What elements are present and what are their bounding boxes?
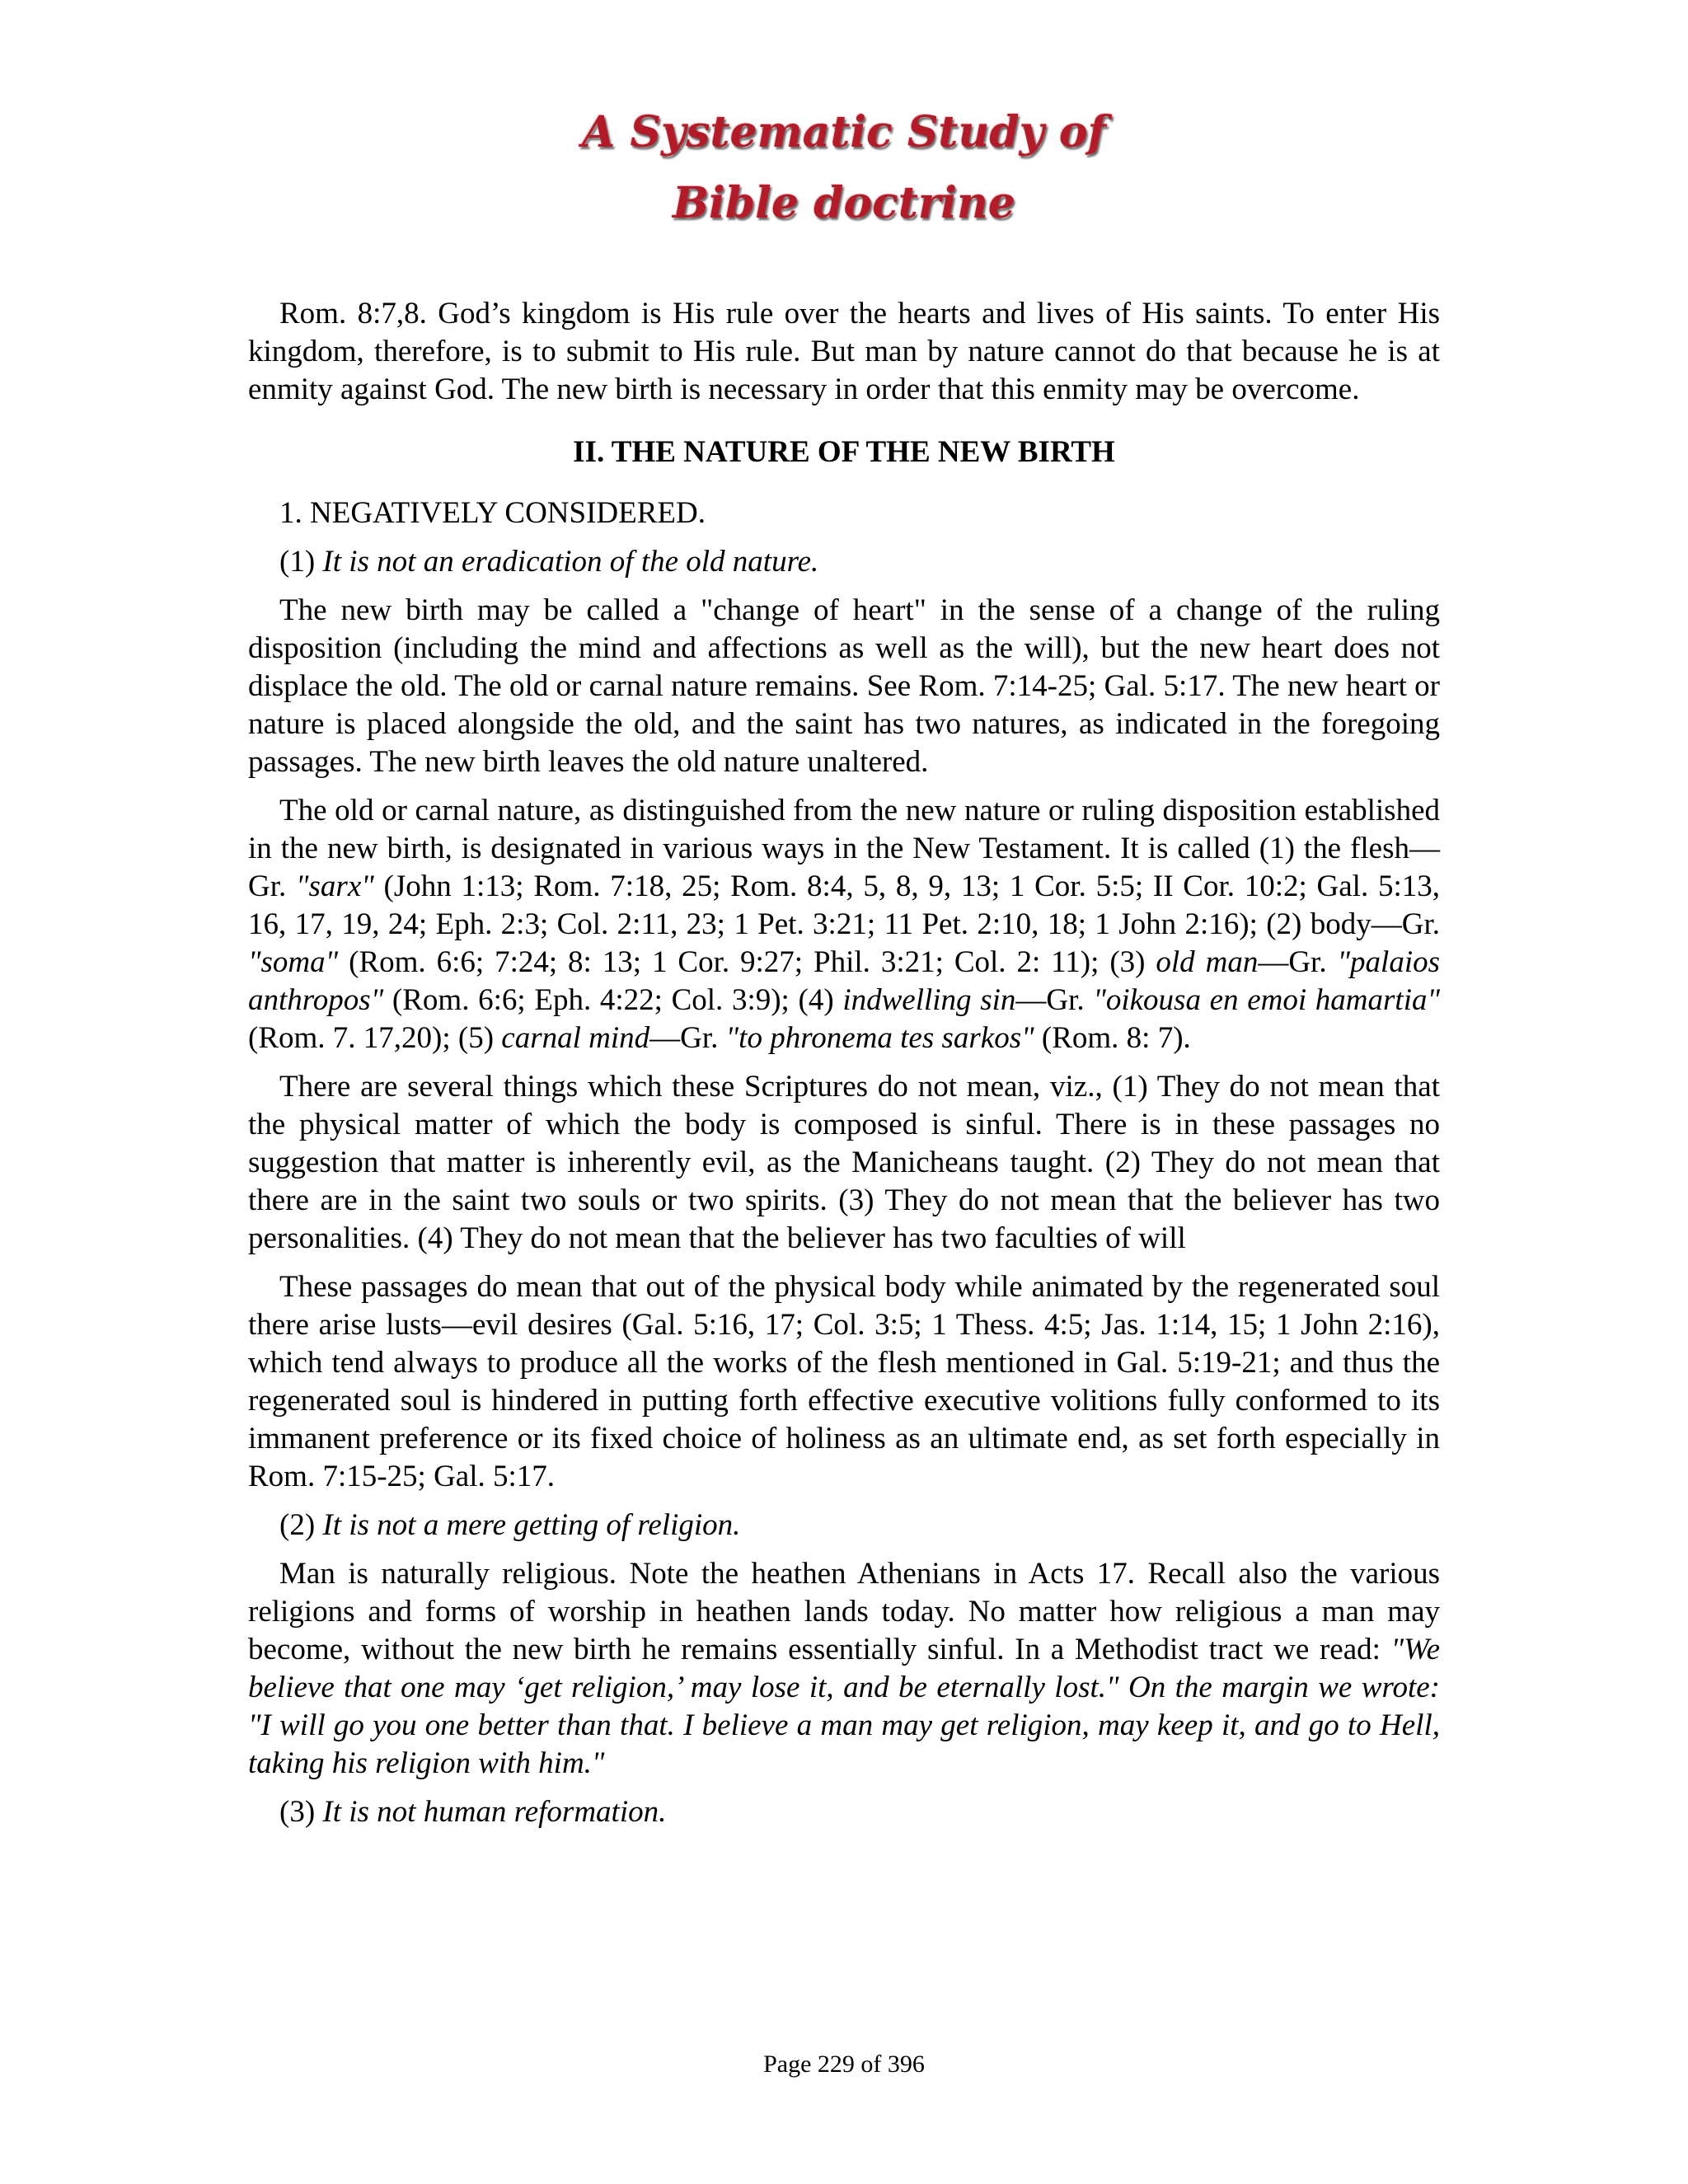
term: carnal mind: [501, 1021, 650, 1055]
text-segment: —Gr.: [1258, 945, 1338, 979]
header-title-line1: A Systematic Study of: [582, 107, 1106, 157]
text-segment: —Gr.: [1015, 983, 1094, 1017]
point-2: [248, 1507, 1440, 1544]
point-1: [248, 543, 1440, 581]
paragraph-carnal-nature: [248, 792, 1440, 1057]
paragraph-religion: [248, 1555, 1440, 1783]
point-3: [248, 1793, 1440, 1831]
text-segment: —Gr.: [649, 1021, 726, 1055]
paragraph-change-of-heart: The new birth may be called a "change of heart" in the sense of a change of the ruling disposition (including the mind and affections as well as the will), but the new heart does not displace the old. The old or carnal nature remains. See Rom. 7:14-25; Gal. 5:17. The new heart or nature is placed alongside the old, and the saint has two natures, as indicated in the foregoing passages. The new birth leaves the old nature unaltered.: [248, 593, 1440, 779]
paragraph-intro: Rom. 8:7,8. God’s kingdom is His rule over the hearts and lives of His saints. To enter His kingdom, therefore, is to submit to His rule. But man by nature cannot do that because he is at enmity against God. The new birth is necessary in order that this enmity may be overcome.: [248, 297, 1440, 406]
point-1-title: It is not an eradication of the old nature.: [322, 545, 819, 579]
paragraph-scriptures-do-mean: These passages do mean that out of the physical body while animated by the regenerated soul there arise lusts—evil desires (Gal. 5:16, 17; Col. 3:5; 1 Thess. 4:5; Jas. 1:14, 15; 1 John 2:16), which tend always to produce all the works of the flesh mentioned in Gal. 5:19-21; and thus the regenerated soul is hindered in putting forth effective executive volitions fully conformed to its immanent preference or its fixed choice of holiness as an ultimate end, as set forth especially in Rom. 7:15-25; Gal. 5:17.: [248, 1270, 1440, 1493]
text-segment: (John 1:13; Rom. 7:18, 25; Rom. 8:4, 5, 8, 9, 13; 1 Cor. 5:5; II Cor. 10:2; Gal. 5:13, 16, 17, 19, 24; Eph. 2:3; Col. 2:11, 23; 1 Pet. 3:21; 11 Pet. 2:10, 18; 1 John 2:16); (2) body—Gr.: [248, 869, 1440, 941]
point-3-title: It is not human reformation.: [322, 1795, 667, 1829]
page-number: Page 229 of 396: [763, 2050, 925, 2078]
text-segment: (Rom. 6:6; Eph. 4:22; Col. 3:9); (4): [383, 983, 843, 1017]
quotation: "We believe that one may ‘get religion,’ may lose it, and be eternally lost." On the margin we wrote: "I will go you one better than that. I believe a man may get religion, may keep it, and go to Hell, taking his religion with him.": [248, 1633, 1440, 1780]
text-segment: The old or carnal nature, as distinguished from the new nature or ruling disposition established in the new birth, is designated in various ways in the New Testament. It is called (1) the flesh—Gr.: [248, 794, 1440, 903]
term: indwelling sin: [842, 983, 1016, 1017]
text-segment: (Rom. 7. 17,20); (5): [248, 1021, 502, 1055]
paragraph-scriptures-do-not-mean: There are several things which these Scriptures do not mean, viz., (1) They do not mean that the physical matter of which the body is composed is sinful. There is in these passages no suggestion that matter is inherently evil, as the Manicheans taught. (2) They do not mean that there are in the saint two souls or two spirits. (3) They do not mean that the believer has two personalities. (4) They do not mean that the believer has two faculties of will: [248, 1070, 1440, 1255]
text-segment: (Rom. 6:6; 7:24; 8: 13; 1 Cor. 9:27; Phil. 3:21; Col. 2: 11); (3): [338, 945, 1156, 979]
point-1-number: (1): [279, 545, 323, 579]
header-title-line2: Bible doctrine: [673, 178, 1015, 228]
term: old man: [1156, 945, 1259, 979]
greek-term: "sarx": [296, 869, 374, 903]
greek-term: "oikousa en emoi hamartia": [1093, 983, 1441, 1017]
page-header-logo: [0, 97, 1688, 239]
greek-term: "soma": [248, 945, 339, 979]
document-body: [248, 295, 1440, 1842]
section-heading: II. THE NATURE OF THE NEW BIRTH: [573, 435, 1115, 469]
subheading-negatively: 1. NEGATIVELY CONSIDERED.: [279, 496, 706, 530]
point-2-title: It is not a mere getting of religion.: [322, 1508, 741, 1542]
point-2-number: (2): [279, 1508, 323, 1542]
point-3-number: (3): [279, 1795, 323, 1829]
greek-term: "palaios anthropos": [248, 945, 1441, 1017]
greek-term: "to phronema tes sarkos": [725, 1021, 1034, 1055]
text-segment: Man is naturally religious. Note the heathen Athenians in Acts 17. Recall also the various religions and forms of worship in heathen lands today. No matter how religious a man may become, without the new birth he remains essentially sinful. In a Methodist tract we read:: [248, 1557, 1440, 1666]
text-segment: (Rom. 8: 7).: [1034, 1021, 1191, 1055]
